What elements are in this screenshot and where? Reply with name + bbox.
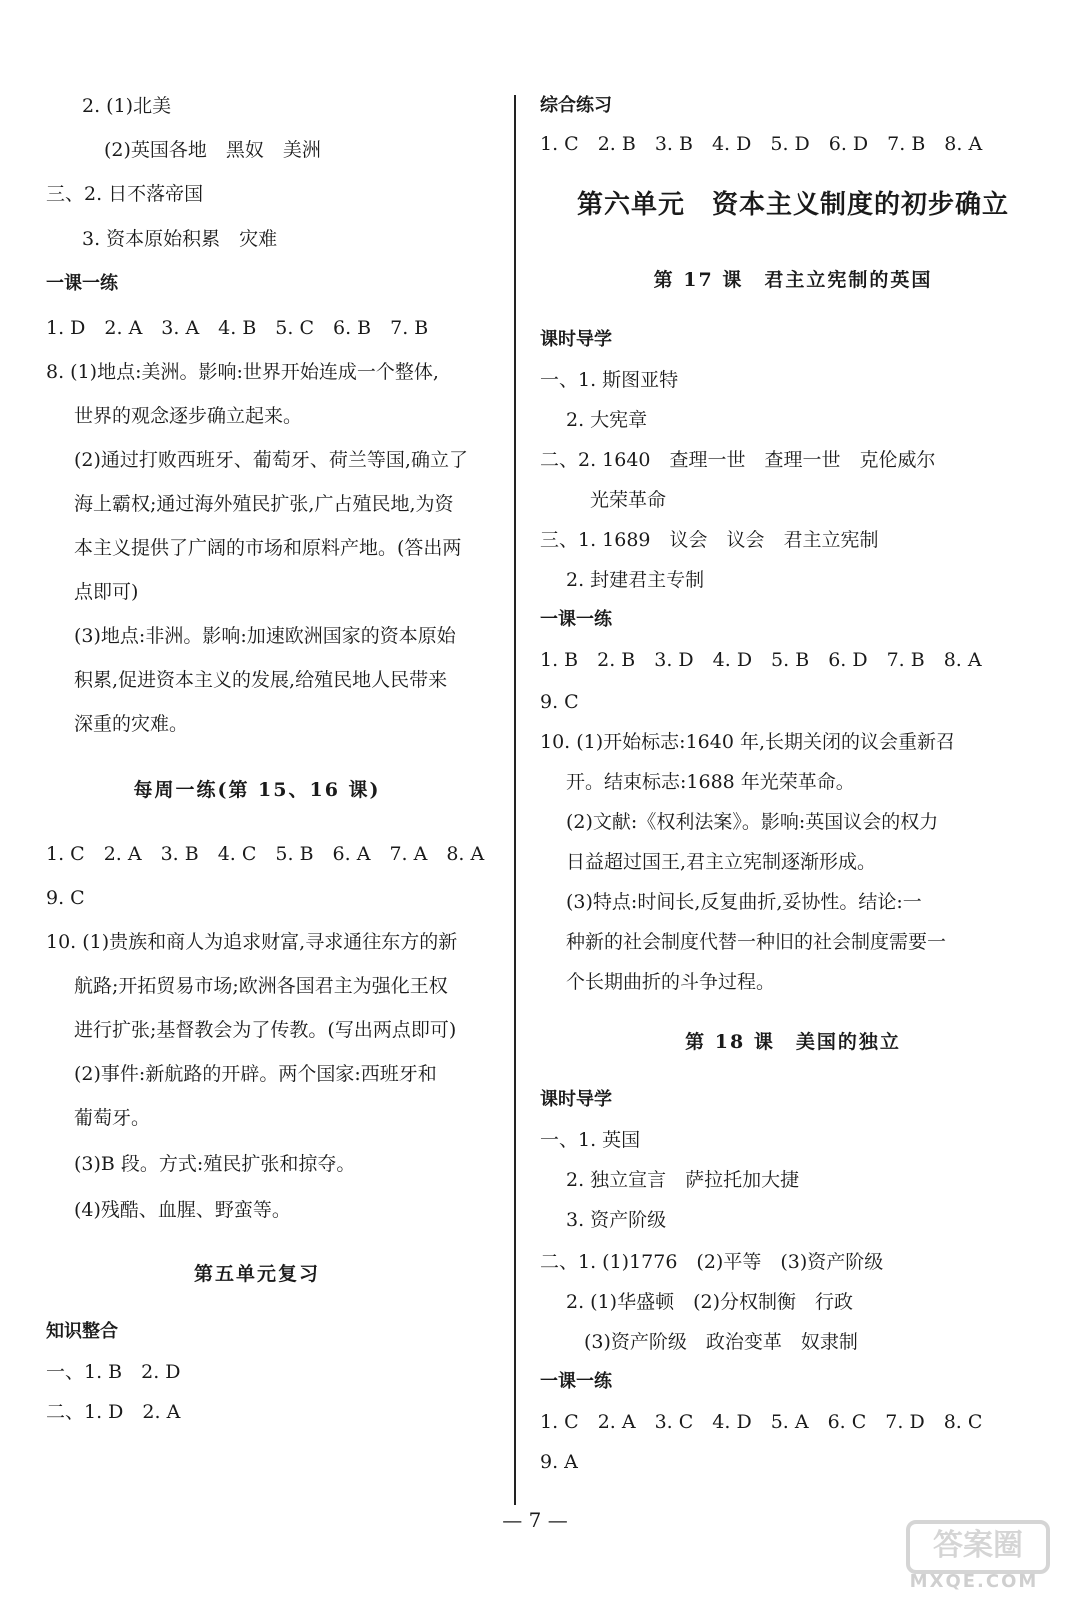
lesson-title: 第 18 课 美国的独立 bbox=[685, 1031, 901, 1053]
answer-line: 三、2. 日不落帝国 bbox=[46, 183, 204, 205]
answer-line: (2)通过打败西班牙、葡萄牙、荷兰等国,确立了 bbox=[74, 449, 468, 471]
lesson-title: 第五单元复习 bbox=[193, 1263, 320, 1285]
answer-line: 2. (1)华盛顿 (2)分权制衡 行政 bbox=[566, 1291, 853, 1313]
section-heading: 知识整合 bbox=[46, 1321, 118, 1342]
answer-line: 二、2. 1640 查理一世 查理一世 克伦威尔 bbox=[540, 449, 936, 471]
watermark-text: MXQE.COM bbox=[909, 1571, 1039, 1592]
answer-line: 二、1. D 2. A bbox=[46, 1401, 181, 1423]
answer-line: 进行扩张;基督教会为了传教。(写出两点即可) bbox=[74, 1019, 457, 1041]
answer-line: (2)文献:《权利法案》。影响:英国议会的权力 bbox=[566, 811, 939, 833]
answer-line: 9. A bbox=[540, 1451, 578, 1473]
watermark-mark: 答案圈 bbox=[906, 1520, 1050, 1574]
answer-line: (4)残酷、血腥、野蛮等。 bbox=[74, 1199, 291, 1221]
answer-line: (3)地点:非洲。影响:加速欧洲国家的资本原始 bbox=[74, 625, 456, 647]
answer-line: 10. (1)贵族和商人为追求财富,寻求通往东方的新 bbox=[46, 931, 458, 953]
answer-line: 3. 资产阶级 bbox=[566, 1209, 667, 1231]
answer-line: 1. B 2. B 3. D 4. D 5. B 6. D 7. B 8. A bbox=[540, 649, 982, 671]
answer-line: 一、1. 英国 bbox=[540, 1129, 641, 1151]
answer-line: 2. 封建君主专制 bbox=[566, 569, 705, 591]
answer-line: (2)英国各地 黑奴 美洲 bbox=[104, 139, 321, 161]
answer-line: 本主义提供了广阔的市场和原料产地。(答出两 bbox=[74, 537, 462, 559]
answer-line: 积累,促进资本主义的发展,给殖民地人民带来 bbox=[74, 669, 448, 691]
answer-line: 一、1. 斯图亚特 bbox=[540, 369, 679, 391]
answer-line: (3)资产阶级 政治变革 奴隶制 bbox=[584, 1331, 858, 1353]
section-heading: 一课一练 bbox=[540, 1371, 612, 1392]
section-heading: 一课一练 bbox=[46, 273, 118, 294]
answer-line: 3. 资本原始积累 灾难 bbox=[82, 228, 278, 250]
answer-line: 2. 独立宣言 萨拉托加大捷 bbox=[566, 1169, 800, 1191]
answer-line: 2. (1)北美 bbox=[82, 95, 172, 117]
column-divider bbox=[514, 95, 516, 1505]
answer-line: 世界的观念逐步确立起来。 bbox=[74, 405, 303, 427]
watermark-logo bbox=[886, 1520, 1062, 1594]
answer-line: 8. (1)地点:美洲。影响:世界开始连成一个整体, bbox=[46, 361, 439, 383]
answer-line: 光荣革命 bbox=[590, 489, 667, 511]
answer-line: 点即可) bbox=[74, 581, 139, 603]
section-heading: 综合练习 bbox=[540, 95, 612, 116]
answer-line: 1. C 2. A 3. C 4. D 5. A 6. C 7. D 8. C bbox=[540, 1411, 983, 1433]
answer-line: 日益超过国王,君主立宪制逐渐形成。 bbox=[566, 851, 877, 873]
answer-line: 个长期曲折的斗争过程。 bbox=[566, 971, 776, 993]
answer-line: 二、1. (1)1776 (2)平等 (3)资产阶级 bbox=[540, 1251, 884, 1273]
section-heading: 一课一练 bbox=[540, 609, 612, 630]
answer-line: (2)事件:新航路的开辟。两个国家:西班牙和 bbox=[74, 1063, 437, 1085]
answer-line: 1. C 2. A 3. B 4. C 5. B 6. A 7. A 8. A bbox=[46, 843, 485, 865]
answer-line: 一、1. B 2. D bbox=[46, 1361, 181, 1383]
unit-title: 第六单元 资本主义制度的初步确立 bbox=[576, 190, 1009, 220]
answer-line: 10. (1)开始标志:1640 年,长期关闭的议会重新召 bbox=[540, 731, 956, 753]
answer-line: 三、1. 1689 议会 议会 君主立宪制 bbox=[540, 529, 879, 551]
answer-line: 1. C 2. B 3. B 4. D 5. D 6. D 7. B 8. A bbox=[540, 133, 983, 155]
page-number: — 7 — bbox=[502, 1508, 568, 1532]
answer-line: 开。结束标志:1688 年光荣革命。 bbox=[566, 771, 855, 793]
lesson-title: 第 17 课 君主立宪制的英国 bbox=[653, 269, 933, 291]
answer-line: 深重的灾难。 bbox=[74, 713, 189, 735]
answer-line: 2. 大宪章 bbox=[566, 409, 648, 431]
section-heading: 课时导学 bbox=[540, 1089, 612, 1110]
section-heading: 课时导学 bbox=[540, 329, 612, 350]
answer-line: 航路;开拓贸易市场;欧洲各国君主为强化王权 bbox=[74, 975, 448, 997]
answer-line: 9. C bbox=[46, 887, 85, 909]
answer-line: 种新的社会制度代替一种旧的社会制度需要一 bbox=[566, 931, 947, 953]
answer-line: 葡萄牙。 bbox=[74, 1107, 151, 1129]
answer-line: (3)特点:时间长,反复曲折,妥协性。结论:一 bbox=[566, 891, 922, 913]
answer-line: 9. C bbox=[540, 691, 579, 713]
lesson-title: 每周一练(第 15、16 课) bbox=[133, 779, 381, 801]
answer-line: 1. D 2. A 3. A 4. B 5. C 6. B 7. B bbox=[46, 317, 429, 339]
answer-line: (3)B 段。方式:殖民扩张和掠夺。 bbox=[74, 1153, 356, 1175]
answer-line: 海上霸权;通过海外殖民扩张,广占殖民地,为资 bbox=[74, 493, 454, 515]
